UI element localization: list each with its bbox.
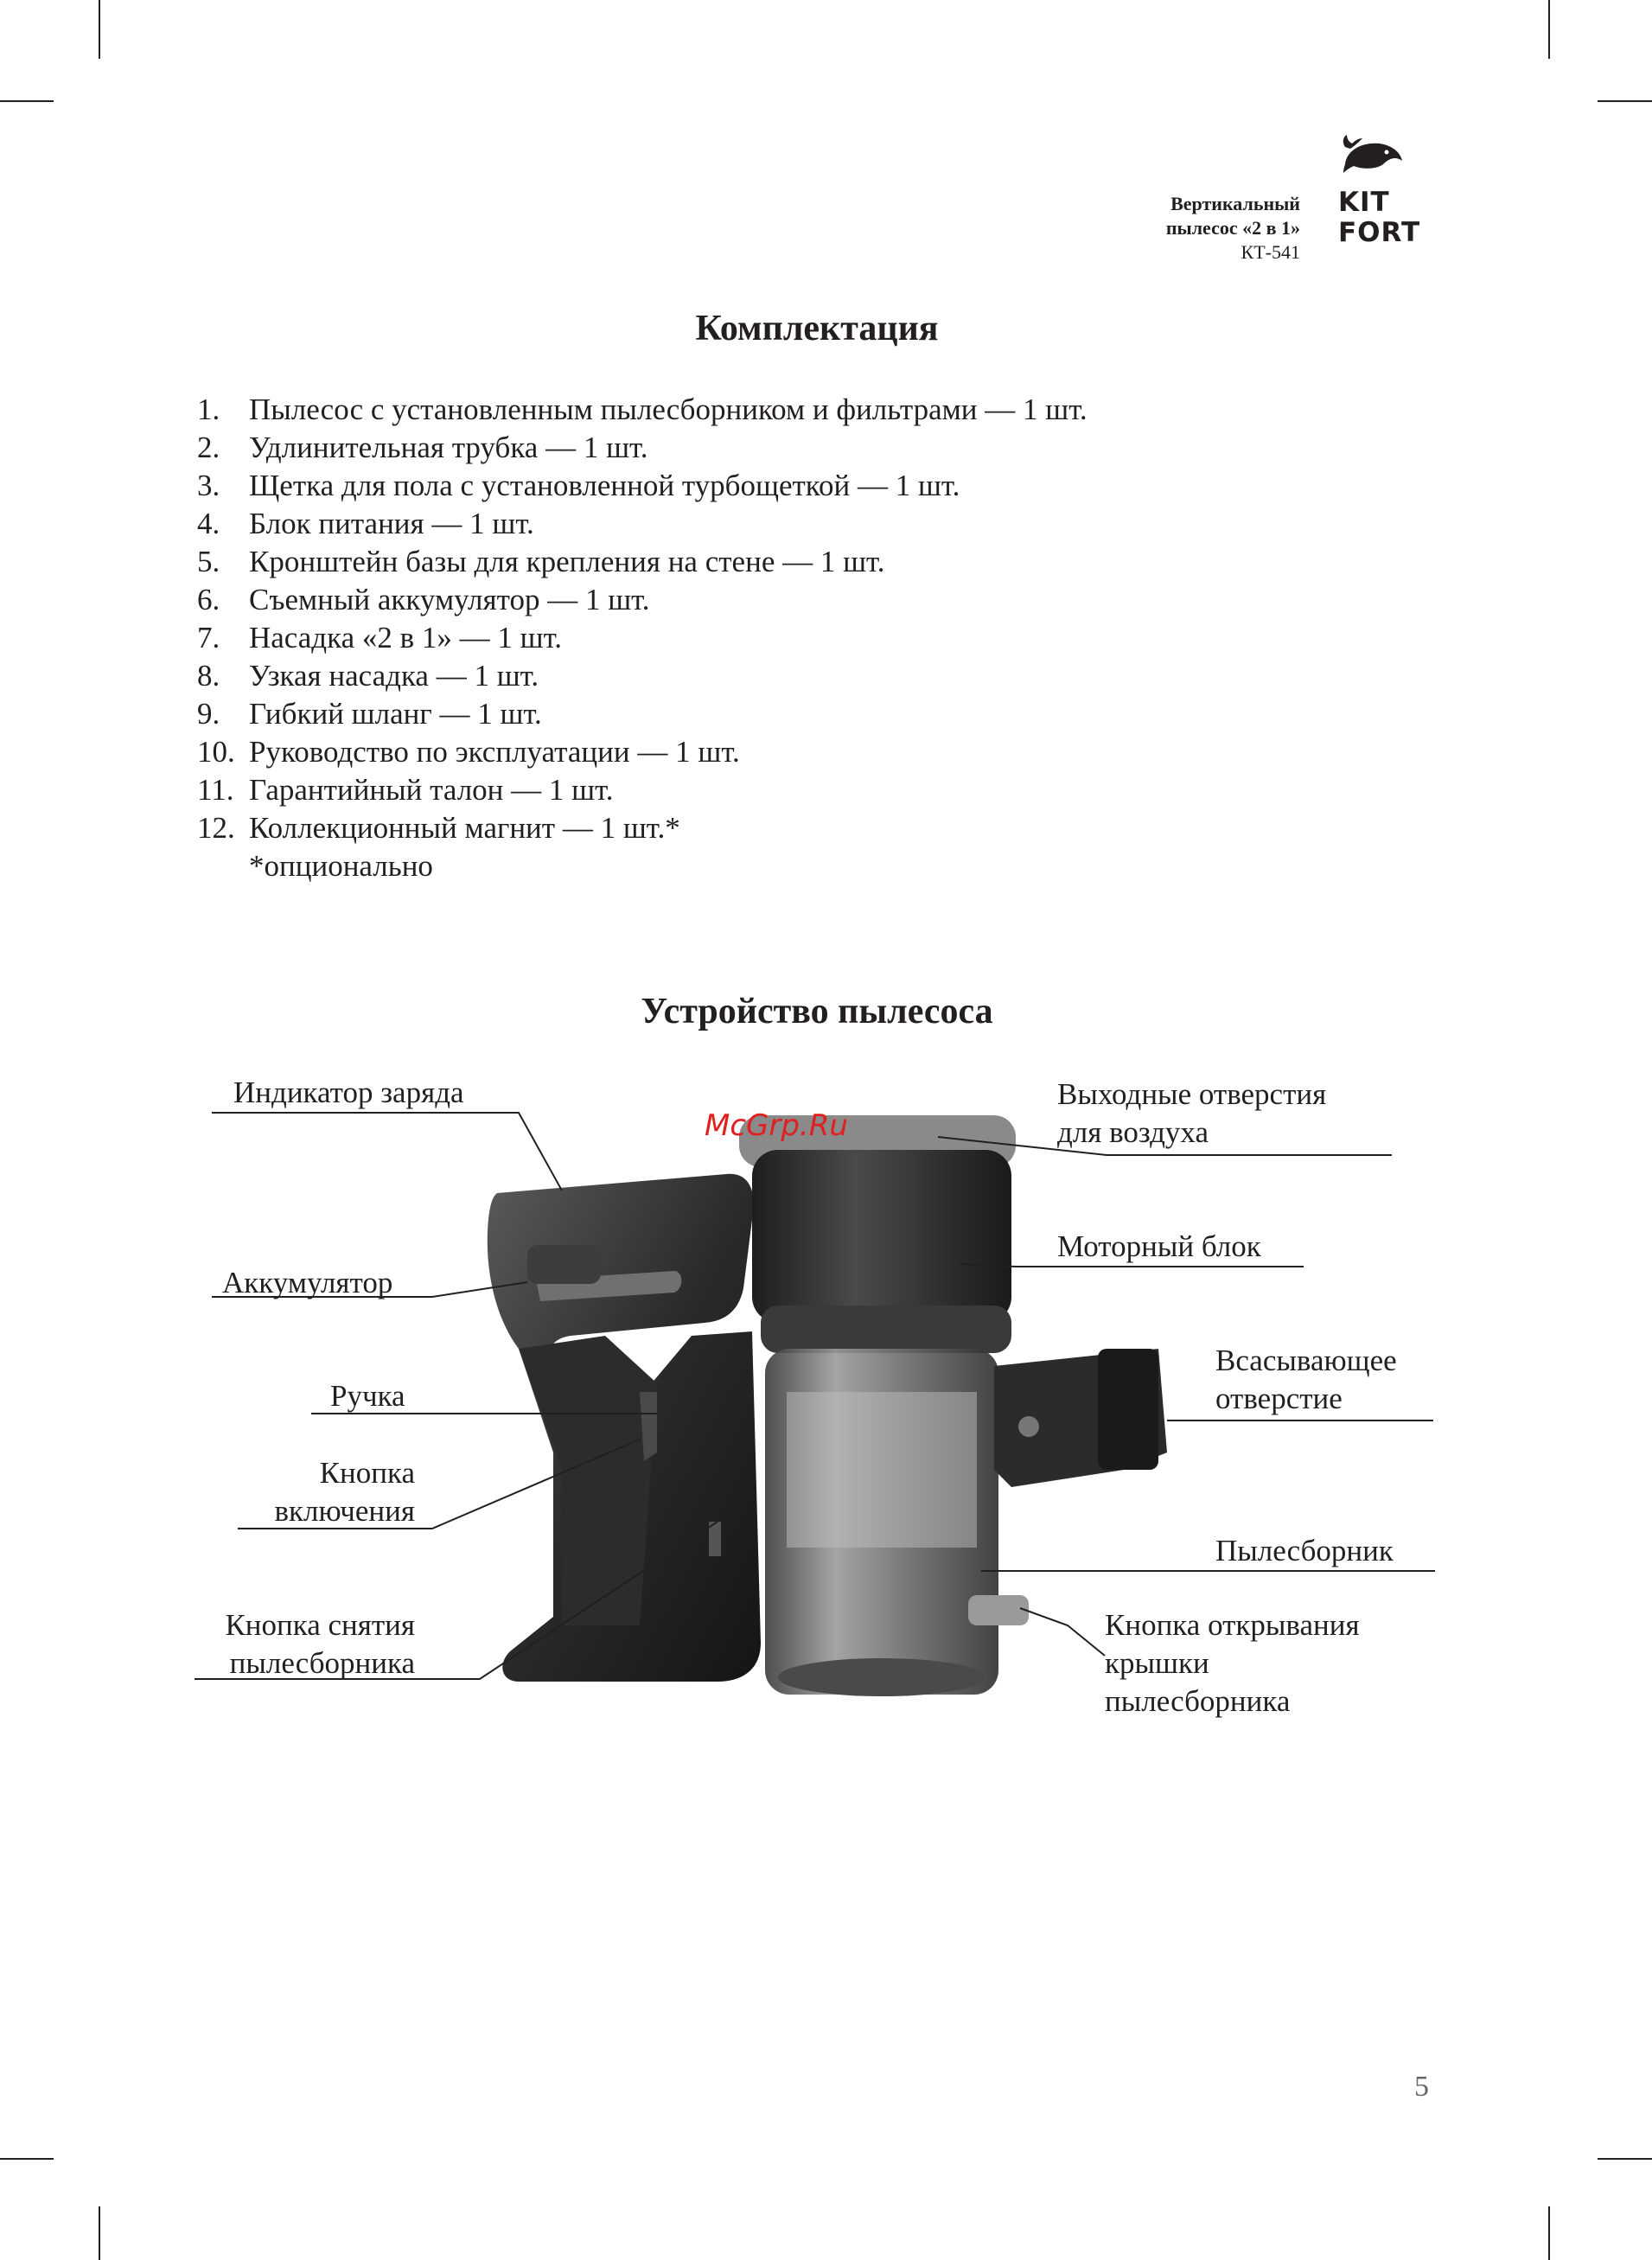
charge-indicator bbox=[527, 1245, 601, 1284]
list-item: 12. Коллекционный магнит — 1 шт.* bbox=[197, 811, 680, 845]
logo-text-kit: KIT bbox=[1338, 187, 1390, 218]
label-charge-indicator: Индикатор заряда bbox=[233, 1076, 464, 1109]
label-suction-inlet-l1: Всасывающее bbox=[1215, 1344, 1397, 1377]
device-title: Устройство пылесоса bbox=[641, 992, 993, 1031]
suction-inlet bbox=[994, 1349, 1167, 1487]
label-lid-button-l2: крышки bbox=[1105, 1646, 1209, 1680]
list-item: 7. Насадка «2 в 1» — 1 шт. bbox=[197, 621, 563, 654]
product-type-line1: Вертикальный bbox=[1170, 193, 1300, 214]
list-item: 9. Гибкий шланг — 1 шт. bbox=[197, 697, 542, 731]
label-power-button bbox=[242, 1454, 415, 1530]
label-release-button-l1: Кнопка снятия bbox=[225, 1608, 415, 1642]
motor-unit bbox=[739, 1115, 1016, 1353]
label-suction-inlet-l2: отверстие bbox=[1215, 1382, 1343, 1415]
list-item: 11. Гарантийный талон — 1 шт. bbox=[197, 773, 614, 807]
list-item: 8. Узкая насадка — 1 шт. bbox=[197, 659, 539, 693]
list-item: 6. Съемный аккумулятор — 1 шт. bbox=[197, 583, 650, 616]
label-release-button-l2: пылесборника bbox=[229, 1646, 415, 1680]
watermark: McGrp.Ru bbox=[705, 1108, 848, 1143]
label-suction-inlet bbox=[1215, 1342, 1397, 1418]
label-dust-container: Пылесборник bbox=[1215, 1534, 1394, 1567]
label-motor-unit: Моторный блок bbox=[1057, 1229, 1261, 1263]
contents-title: Комплектация bbox=[695, 309, 939, 348]
list-item: 10. Руководство по эксплуатации — 1 шт. bbox=[197, 735, 740, 769]
label-power-button-l2: включения bbox=[274, 1494, 415, 1528]
label-lid-button-l1: Кнопка открывания bbox=[1105, 1608, 1360, 1642]
logo-text-fort: FORT bbox=[1338, 217, 1421, 248]
vacuum-body bbox=[488, 1174, 761, 1682]
label-air-outlets bbox=[1057, 1076, 1326, 1152]
label-lid-button-l3: пылесборника bbox=[1105, 1684, 1291, 1718]
list-item: 1. Пылесос с установленным пылесборником и фильтрами — 1 шт. bbox=[197, 393, 1088, 426]
dust-container bbox=[765, 1349, 1029, 1696]
label-air-outlets-l1: Выходные отверстия bbox=[1057, 1077, 1327, 1111]
product-type-line2: пылесос «2 в 1» bbox=[1165, 217, 1300, 239]
list-item: 2. Удлинительная трубка — 1 шт. bbox=[197, 431, 648, 464]
label-battery: Аккумулятор bbox=[222, 1266, 393, 1299]
label-release-button bbox=[190, 1606, 415, 1682]
list-item: 5. Кронштейн базы для крепления на стене — 1 шт. bbox=[197, 545, 885, 578]
label-handle: Ручка bbox=[330, 1379, 405, 1413]
label-power-button-l1: Кнопка bbox=[319, 1456, 415, 1490]
list-item: 3. Щетка для пола с установленной турбощеткой — 1 шт. bbox=[197, 469, 960, 502]
lid-button bbox=[968, 1595, 1029, 1625]
label-air-outlets-l2: для воздуха bbox=[1057, 1115, 1209, 1149]
footnote: *опционально bbox=[249, 849, 433, 883]
page-number: 5 bbox=[1414, 2071, 1429, 2103]
product-model: КТ-541 bbox=[1241, 241, 1300, 263]
label-lid-button bbox=[1105, 1606, 1360, 1721]
list-item: 4. Блок питания — 1 шт. bbox=[197, 507, 534, 540]
